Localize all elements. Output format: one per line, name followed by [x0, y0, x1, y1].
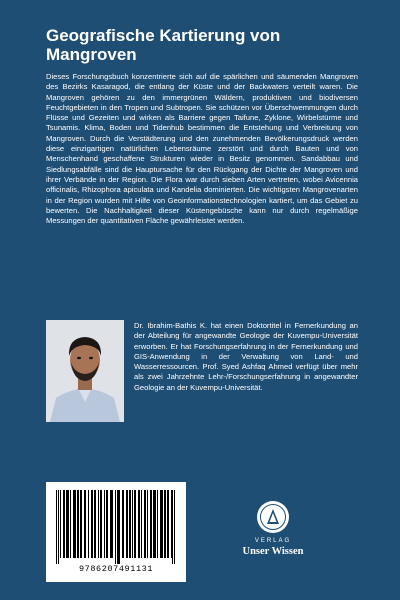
author-photo: [46, 320, 124, 422]
publisher-emblem-icon: [256, 500, 290, 534]
barcode: [46, 482, 186, 582]
publisher-label: VERLAG: [254, 538, 292, 544]
barcode-bars: [54, 490, 178, 564]
author-portrait-image: [46, 320, 124, 422]
isbn-number: 9786207491131: [78, 564, 154, 574]
author-bio: Dr. Ibrahim-Bathis K. hat einen Doktortitel in Fernerkundung an der Abteilung für angewandte Geologie der Kuvempu-Universität erworben. Er hat Forschungserfahrung in der Fernerkundung und GIS-Anwendung in der Verwaltung von Land- und Wasserressourcen. Prof. Syed Ashfaq Ahmed verfügt über mehr als zwei Jahrzehnte Lehr-/Forschungserfahrung in angewandter Geologie an der Kuvempu-Universität.: [134, 321, 358, 392]
publisher-name: Unser Wissen: [242, 546, 304, 557]
publisher-logo: [236, 500, 310, 560]
book-title: Geografische Kartierung von Mangroven: [46, 26, 281, 64]
book-blurb: Dieses Forschungsbuch konzentrierte sich auf die spärlichen und säumenden Mangroven des Bezirks Kasaragod, die entlang der Küste und der Backwaters verteilt waren. Die Mangroven gehören zu den immergrünen Wäldern, produktiven und biodiversen Feuchtgebieten in den Tropen und Subtropen. Sie schützen vor Überschwemmungen durch Flüsse und Gezeiten und wirken als Barriere gegen Taifune, Zyklone, Wirbelstürme und Tsunamis. Klima, Boden und Tidenhub bestimmen die Entstehung und Verbreitung von Mangroven. Durch die Verstädterung und den zunehmenden Bevölkerungsdruck werden diese einzigartigen natürlichen Lebensräume zerstört und durch Bauten und von Menschenhand geschaffene Strukturen wieder in Besitz genommen. Sandabbau und Siedlungsabfälle sind die Hauptursache für den Rückgang der Dichte der Mangroven und ihrer Verbände in der Region. Die Flora war durch sieben Arten vertreten, wobei Avicennia officinalis, Rhizophora apiculata und Kandelia dominierten. Die wichtigsten Mangrovenarten in der Region wurden mit Hilfe von Geoinformationstechnologien kartiert, um das Gebiet zu bewerten. Die Nachhaltigkeit dieser Küstengebüsche kann nur durch regelmäßige Messungen der quantitativen Fläche gewährleistet werden.: [46, 72, 358, 226]
